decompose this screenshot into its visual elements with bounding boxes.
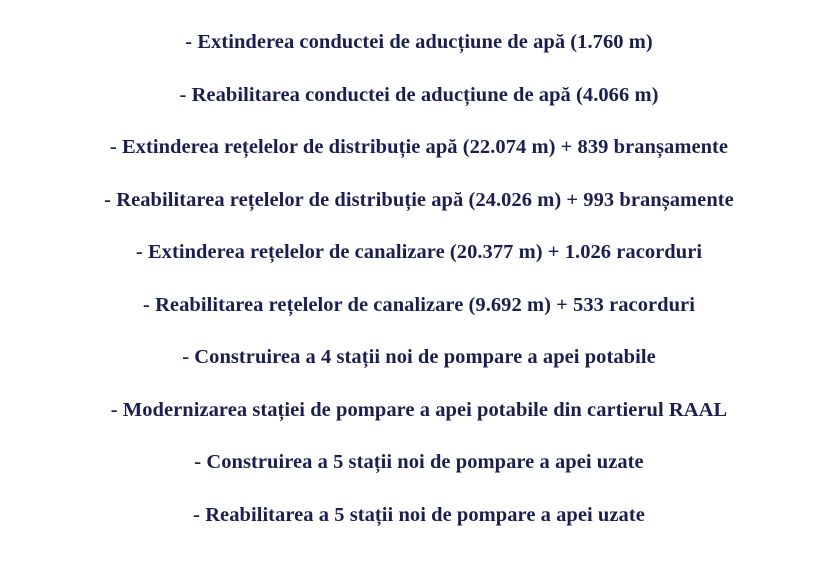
works-list	[0, 29, 838, 554]
list-item-wastewater-pump-stations-new: - Construirea a 5 stații noi de pompare a apei uzate	[194, 451, 644, 473]
list-item-sewer-network-extension: - Extinderea rețelelor de canalizare (20.377 m) + 1.026 racorduri	[135, 241, 703, 263]
list-item-aduction-extension: - Extinderea conductei de aducțiune de apă (1.760 m)	[185, 31, 653, 53]
list-item-wastewater-pump-stations-rehabilitation: - Reabilitarea a 5 stații noi de pompare a apei uzate	[193, 503, 645, 526]
list-item-sewer-network-rehabilitation: - Reabilitarea rețelelor de canalizare (9.692 m) + 533 racorduri	[143, 293, 695, 316]
list-item-potable-pump-stations-new: - Construirea a 4 stații noi de pompare a apei potabile	[182, 346, 656, 368]
list-item-water-network-extension: - Extinderea rețelelor de distribuție apă (22.074 m) + 839 branșamente	[109, 136, 729, 158]
list-item-potable-pump-station-modernization: - Modernizarea stației de pompare a apei potabile din cartierul RAAL	[110, 398, 728, 421]
list-item-aduction-rehabilitation: - Reabilitarea conductei de aducțiune de apă (4.066 m)	[179, 83, 659, 106]
list-item-water-network-rehabilitation: - Reabilitarea rețelelor de distribuție apă (24.026 m) + 993 branșamente	[104, 188, 734, 211]
